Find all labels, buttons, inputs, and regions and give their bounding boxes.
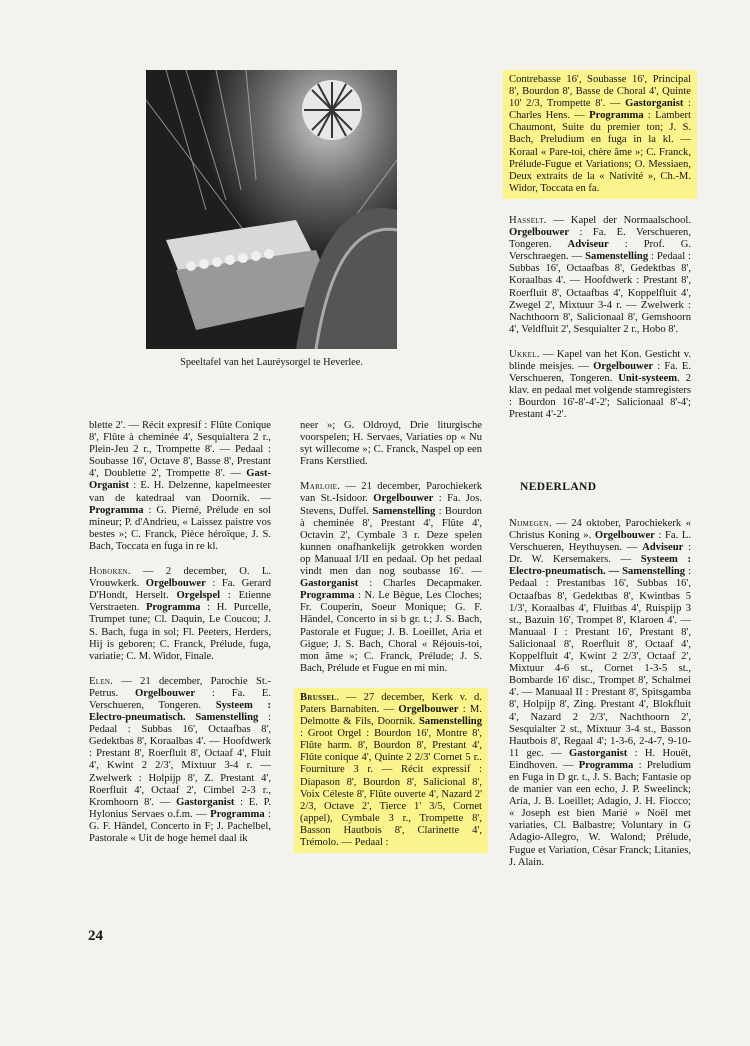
section-heading-nederland: NEDERLAND <box>520 481 597 493</box>
column-1 <box>89 420 271 845</box>
column-2 <box>300 420 482 853</box>
photo-caption: Speeltafel van het Lauréysorgel te Heverlee. <box>180 357 363 368</box>
entry-brussel-continued: Contrebasse 16', Soubasse 16', Principal 8', Bourdon 8', Basse de Choral 4', Quinte 10' 2/3, Trompette 8'. — Gastorganist : Charles Hens. — Programma : Lambert Chaumont, Suite du premier ton; J. S. Bach, Preludium en fuga in la kl. — Koraal « Pare-toi, chère âme »; C. Franck, Prélude-Fugue et Variations; O. Messiaen, Deux extraits de la « Nativité », Ch.-M. Widor, Toccata en fa. <box>503 70 697 199</box>
organ-console-illustration <box>146 70 397 349</box>
entry-ukkel: Ukkel. — Kapel van het Kon. Gesticht v. blinde meisjes. — Orgelbouwer : Fa. E. Verschueren, Tongeren. Unit-systeem. 2 klav. en pedaal met volgende stamregisters : Bourdon 16'-8'-4'-2'; Salicionaal 8'-4'; Prestant 4'-2'. <box>509 348 692 421</box>
entry-hoboken: Hoboken. — 2 december, O. L. Vrouwkerk. Orgelbouwer : Fa. Gerard D'Hondt, Herselt. Orgelspel : Etienne Verstraeten. Programma : H. Purcelle, Trumpet tune; Cl. Daquin, Le Coucou; J. S. Bach, fuga in sol; Fl. Peeters, Herders, Hij is geboren; C. Franck, Prélude, fuga, variatie; C. M. Widor, Finale. <box>89 566 271 662</box>
paragraph-continuation-2: neer »; G. Oldroyd, Drie liturgische voorspelen; H. Servaes, Variaties op « Nu syt willecome »; C. Franck, Naspel op een Frans Kerstlied. <box>300 420 482 468</box>
entry-brussel: Brussel. — 27 december, Kerk v. d. Paters Barnabiten. — Orgelbouwer : M. Delmotte & Fils, Doornik. Samenstelling : Groot Orgel : Bourdon 16', Montre 8', Flûte harm. 8', Bourdon 8', Prestant 4', Flûte conique 4', Quinte 2 2/3' Cornet 5 r.. Fourniture 3 r. — Récit expressif : Diapason 8', Bourdon 8', Salicional 8', Voix Céleste 8', Flûte ouverte 4', Nazard 2' 2/3, Octave 2', Tierce 1' 3/5, Cornet (appel), Cymbale 3 r., Trompette 8', Basson Hautbois 8', Clarinette 4', Trémolo. — Pedaal : <box>294 688 488 853</box>
entry-elen: Elen. — 21 december, Parochie St.-Petrus. Orgelbouwer : Fa. E. Verschueren, Tongeren. Systeem : Electro-pneumatisch. Samenstelling : Pedaal : Subbas 16', Octaafbas 8', Gedektbas 8', Koraalbas 4'. — Hoofdwerk : Prestant 8', Roerfluit 8', Octaaf 4', Fluit 4', Kwint 2 2/3', Mixtuur 3-4 r. — Zwelwerk : Holpijp 8', Z. Prestant 4', Roerfluit 4', Octaaf 2', Cimbel 2-3 r., Kromhoorn 8'. — Gastorganist : E. P. Hylonius Servaes o.f.m. — Programma : G. F. Händel, Concerto in F; J. Pachelbel, Pastorale « Uit de hoge hemel daal ik <box>89 675 271 844</box>
column-3-lower <box>509 518 691 869</box>
paragraph-continuation-1: blette 2'. — Récit expresif : Flûte Conique 8', Flûte à cheminée 4', Sesquialtera 2 r., Plein-Jeu 2 r., Trompette 8'. — Pedaal : Soubasse 16', Octave 8', Basse 8', Prestant 4', Doublette 2', Trompette 8'. — Gast-Organist : E. H. Delzenne, kapelmeester van de katedraal van Doornik. — Programma : G. Pierné, Prélude en sol mineur; P. d'Andrieu, « Laissez paistre vos bestes »; C. Franck, Pièce héroïque, J. S. Bach, Toccata en fuga in re kl. <box>89 420 271 552</box>
organ-console-photo <box>146 70 397 349</box>
entry-nijmegen: Nijmegen. — 24 oktober, Parochiekerk « Christus Koning ». Orgelbouwer : Fa. L. Verschueren, Heythuysen. — Adviseur : Dr. W. Kersemakers. — Systeem : Electro-pneumatisch. — Samenstelling : Pedaal : Prestantbas 16', Subbas 16', Octaafbas 8', Gedektbas 8', Kwintbas 5 1/3', Koraalbas 4', Fluitbas 4', Ruispijp 3 st., Bazuin 16', Trompet 8', Klaroen 4'. — Manuaal I : Prestant 16', Prestant 8', Salicionaal 8', Roerfluit 8', Octaaf 4', Koppelfluit 4', Kwint 2 2/3', Octaaf 2', Mixtuur 4-6 st., Cornet 1-3-5 st., Bombarde 16' disc., Trompet 8', Schalmei 4'. — Manuaal II : Prestant 8', Spitsgamba 8', Holpijp 8', Zing. Prestant 4', Blokfluit 4', Nazard 2 2/3', Nachthoorn 2', Sesquialter 2 st., Mixtuur 3-4 st., Basson Hautbois 8', Regaal 4'; 1-3-6, 2-4-7, 9-10-11 gec. — Gastorganist : H. Houët, Eindhoven. — Programma : Preludium en Fuga in D gr. t., J. S. Bach; Fantasie op de manier van een echo, J. P. Sweelinck; Aria, J. B. Loeillet; Adagio, J. H. Fiocco; « Joseph est bien Marié » Noël met variaties, Cl. Balbastre; Voluntary in G Adagio-Allegro, W. Walond; Prélude, Fugue et Variation, César Franck; Litanies, J. Alain. <box>509 518 692 868</box>
entry-marloie: Marloie. — 21 december, Parochiekerk van St.-Isidoor. Orgelbouwer : Fa. Jos. Stevens, Duffel. Samenstelling : Bourdon à cheminée 8', Prestant 4', Flûte 4', Octavin 2', Cymbale 3 r. Deze spelen kunnen onafhankelijk getrokken worden op Manuaal I/II en pedaal. Op het pedaal vindt men dan nog soubasse 16'. — Gastorganist : Charles Decapmaker. Programma : N. Le Bègue, Les Cloches; Fr. Couperin, Soeur Monique; G. F. Händel, Concerto in si b gr. t.; J. S. Bach, Pastorale et Fugue; J. B. Loeillet, Aria et Gigue; J. S. Bach, Choral « Réjouis-toi, mon âme »; C. Franck, Prélude; J. S. Bach, Prélude et Fugue en mi min. <box>300 481 482 674</box>
page-number: 24 <box>88 928 103 944</box>
entry-hasselt: Hasselt. — Kapel der Normaalschool. Orgelbouwer : Fa. E. Verschueren, Tongeren. Adviseur : Prof. G. Verschraegen. — Samenstelling : Pedaal : Subbas 16', Octaafbas 8', Gedektbas 8', Koraalbas 4'. — Hoofdwerk : Prestant 8', Roerfluit 8', Octaafbas 4', Koppelfluit 4', Zwegel 2', Mixtuur 3-4 r. — Zwelwerk : Nachthoorn 8', Salicionaal 8', Gemshoorn 4', Veldfluit 2', Sesquialter 2 r., Hobo 8'. <box>509 214 692 335</box>
column-3 <box>509 70 691 421</box>
